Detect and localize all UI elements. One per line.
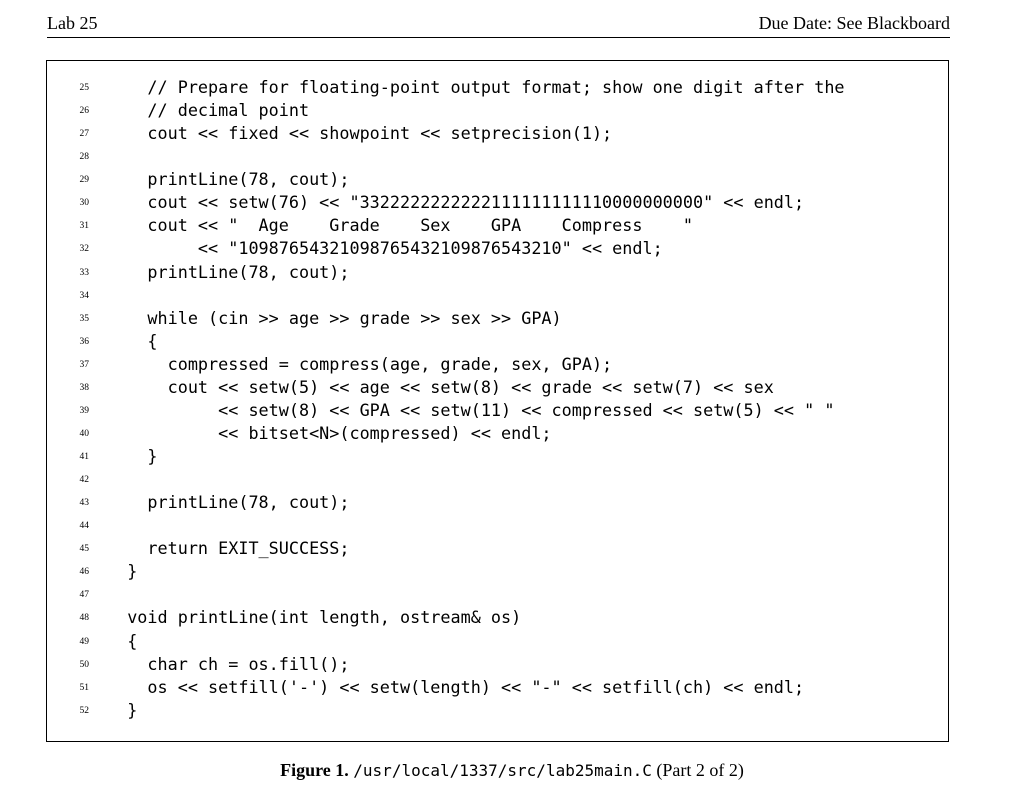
- code-lines: [47, 76, 948, 722]
- line-number: 35: [79, 313, 89, 324]
- code-line: [47, 399, 948, 422]
- line-code: // decimal point: [107, 100, 310, 121]
- line-number: 52: [79, 705, 89, 716]
- code-line: [47, 145, 948, 168]
- code-line: [47, 307, 948, 330]
- line-number: 44: [79, 521, 89, 532]
- line-code: void printLine(int length, ostream& os): [107, 607, 522, 628]
- code-line: [47, 699, 948, 722]
- line-code: {: [107, 330, 158, 351]
- line-number: 45: [79, 544, 89, 555]
- code-line: [47, 237, 948, 260]
- code-line: [47, 537, 948, 560]
- code-line: [47, 76, 948, 99]
- line-number: 26: [79, 106, 89, 117]
- due-date: Due Date: See Blackboard: [758, 13, 950, 33]
- figure-path: /usr/local/1337/src/lab25main.C: [353, 761, 652, 780]
- line-code: << setw(8) << GPA << setw(11) << compressed << setw(5) << " ": [107, 399, 835, 420]
- line-number: 39: [79, 405, 89, 416]
- figure-caption: [0, 760, 1024, 781]
- line-code: << "10987654321098765432109876543210" << endl;: [107, 238, 663, 259]
- line-code: return EXIT_SUCCESS;: [107, 538, 350, 559]
- code-line: [47, 261, 948, 284]
- line-number: 29: [79, 175, 89, 186]
- figure-suffix: (Part 2 of 2): [656, 760, 744, 780]
- line-number: 31: [79, 221, 89, 232]
- line-code: << bitset<N>(compressed) << endl;: [107, 422, 552, 443]
- line-code: cout << fixed << showpoint << setprecision(1);: [107, 123, 613, 144]
- line-code: }: [107, 446, 158, 466]
- line-number: 43: [79, 498, 89, 509]
- line-number: 42: [79, 475, 89, 486]
- line-code: char ch = os.fill();: [107, 653, 350, 674]
- code-line: [47, 191, 948, 214]
- code-line: [47, 606, 948, 629]
- code-line: [47, 514, 948, 537]
- code-line: [47, 422, 948, 445]
- line-number: 27: [79, 129, 89, 140]
- line-code: // Prepare for floating-point output format; show one digit after the: [107, 77, 845, 97]
- line-number: 49: [79, 636, 89, 647]
- code-line: [47, 99, 948, 122]
- code-line: [47, 491, 948, 514]
- line-number: 46: [79, 567, 89, 578]
- line-number: 51: [79, 682, 89, 693]
- code-line: [47, 168, 948, 191]
- line-number: 47: [79, 590, 89, 601]
- line-number: 30: [79, 198, 89, 209]
- code-line: [47, 353, 948, 376]
- figure-label: Figure 1.: [280, 760, 349, 780]
- line-number: 38: [79, 382, 89, 393]
- line-number: 33: [79, 267, 89, 278]
- line-code: compressed = compress(age, grade, sex, GPA);: [107, 353, 613, 374]
- line-code: cout << " Age Grade Sex GPA Compress ": [107, 215, 693, 236]
- page-header: [47, 10, 950, 38]
- line-code: printLine(78, cout);: [107, 261, 350, 282]
- line-number: 25: [79, 83, 89, 93]
- code-line: [47, 445, 948, 468]
- line-code: printLine(78, cout);: [107, 169, 350, 190]
- code-line: [47, 330, 948, 353]
- lab-title: Lab 25: [47, 13, 98, 33]
- code-line: [47, 122, 948, 145]
- line-number: 32: [79, 244, 89, 255]
- line-code: }: [107, 561, 138, 582]
- line-number: 40: [79, 428, 89, 439]
- line-number: 28: [79, 152, 89, 163]
- code-line: [47, 376, 948, 399]
- line-code: os << setfill('-') << setw(length) << "-" << setfill(ch) << endl;: [107, 676, 805, 697]
- line-code: }: [107, 699, 138, 720]
- code-line: [47, 284, 948, 307]
- line-code: cout << setw(76) << "3322222222222111111111110000000000" << endl;: [107, 192, 805, 213]
- line-number: 50: [79, 659, 89, 670]
- code-line: [47, 468, 948, 491]
- code-line: [47, 214, 948, 237]
- line-code: while (cin >> age >> grade >> sex >> GPA): [107, 307, 562, 328]
- code-listing: [46, 60, 949, 742]
- line-number: 48: [79, 613, 89, 624]
- line-code: cout << setw(5) << age << setw(8) << grade << setw(7) << sex: [107, 376, 774, 397]
- line-number: 34: [79, 290, 89, 301]
- code-line: [47, 676, 948, 699]
- line-number: 41: [79, 452, 89, 462]
- code-line: [47, 583, 948, 606]
- line-code: {: [107, 630, 138, 651]
- code-line: [47, 630, 948, 653]
- line-code: printLine(78, cout);: [107, 492, 350, 513]
- code-line: [47, 560, 948, 583]
- line-number: 36: [79, 336, 89, 347]
- code-line: [47, 653, 948, 676]
- line-number: 37: [79, 359, 89, 370]
